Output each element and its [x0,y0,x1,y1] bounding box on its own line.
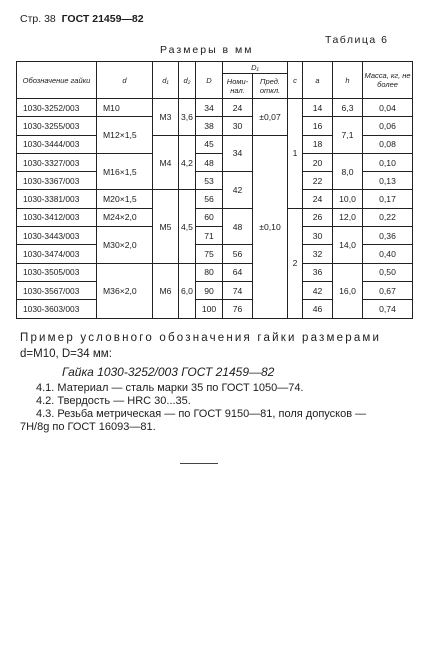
col-D1-tol: Пред. откл. [253,74,288,99]
cell-mass: 0,17 [363,190,413,208]
table-row [17,153,413,171]
cell-D: 34 [196,99,223,117]
clause-4-2: 4.2. Твердость — HRC 30...35. [36,395,191,407]
cell-D1: 30 [223,117,253,135]
cell-D1: 76 [223,300,253,318]
cell-designation: 1030-3603/003 [17,300,97,318]
cell-designation: 1030-3567/003 [17,281,97,299]
cell-D1: 56 [223,245,253,263]
cell-D1: 48 [223,208,253,245]
cell-mass: 0,36 [363,227,413,245]
cell-d1: M4 [153,135,179,190]
clause-4-3-cont: 7H/8g по ГОСТ 16093—81. [20,421,156,433]
cell-a: 22 [303,172,333,190]
cell-D1: 74 [223,281,253,299]
cell-d: M16×1,5 [97,153,153,190]
cell-D: 48 [196,153,223,171]
cell-mass: 0,10 [363,153,413,171]
cell-mass: 0,13 [363,172,413,190]
cell-designation: 1030-3381/003 [17,190,97,208]
cell-d2: 4,5 [179,190,196,263]
cell-a: 24 [303,190,333,208]
cell-a: 18 [303,135,333,153]
cell-mass: 0,74 [363,300,413,318]
cell-D1-tol: ±0,07 [253,99,288,136]
example-designation: Гайка 1030-3252/003 ГОСТ 21459—82 [62,365,275,379]
cell-d: M10 [97,99,153,117]
cell-designation: 1030-3252/003 [17,99,97,117]
col-designation: Обозначение гайки [17,62,97,99]
cell-D: 45 [196,135,223,153]
cell-D1: 42 [223,172,253,209]
cell-D1: 64 [223,263,253,281]
cell-D1: 24 [223,99,253,117]
cell-D: 56 [196,190,223,208]
col-d1: d₁ [153,62,179,99]
cell-mass: 0,22 [363,208,413,226]
cell-designation: 1030-3505/003 [17,263,97,281]
page-header [20,13,144,25]
cell-D: 38 [196,117,223,135]
standard-number: ГОСТ 21459—82 [61,13,144,25]
cell-mass: 0,40 [363,245,413,263]
cell-d: M20×1,5 [97,190,153,208]
cell-designation: 1030-3474/003 [17,245,97,263]
cell-d2: 3,6 [179,99,196,136]
table-row [17,208,413,226]
cell-D: 100 [196,300,223,318]
col-c: c [288,62,303,99]
table-number: Таблица 6 [325,34,389,46]
table-caption: Размеры в мм [160,44,254,56]
cell-h: 16,0 [333,263,363,318]
dimensions-table [16,61,413,319]
cell-designation: 1030-3412/003 [17,208,97,226]
cell-a: 32 [303,245,333,263]
example-line-2: d=M10, D=34 мм: [20,348,112,360]
cell-a: 36 [303,263,333,281]
cell-designation: 1030-3444/003 [17,135,97,153]
col-D1-nom: Номи-нал. [223,74,253,99]
cell-d1: M6 [153,263,179,318]
cell-d: M30×2,0 [97,227,153,264]
table-row [17,190,413,208]
cell-h: 12,0 [333,208,363,226]
cell-h: 7,1 [333,117,363,154]
example-paragraph [20,330,415,362]
cell-h: 8,0 [333,153,363,190]
cell-mass: 0,08 [363,135,413,153]
cell-a: 46 [303,300,333,318]
cell-a: 16 [303,117,333,135]
cell-d: M36×2,0 [97,263,153,318]
clause-4-1: 4.1. Материал — сталь марки 35 по ГОСТ 1050—74. [36,382,304,394]
col-mass: Масса, кг, не более [363,62,413,99]
cell-D: 75 [196,245,223,263]
cell-designation: 1030-3443/003 [17,227,97,245]
cell-a: 42 [303,281,333,299]
cell-D: 80 [196,263,223,281]
cell-h: 10,0 [333,190,363,208]
cell-designation: 1030-3327/003 [17,153,97,171]
cell-D: 53 [196,172,223,190]
table-row [17,263,413,281]
cell-mass: 0,04 [363,99,413,117]
col-d2: d₂ [179,62,196,99]
cell-h: 14,0 [333,227,363,264]
cell-c: 1 [288,99,303,209]
cell-h: 6,3 [333,99,363,117]
col-a: a [303,62,333,99]
col-d: d [97,62,153,99]
cell-mass: 0,50 [363,263,413,281]
cell-a: 30 [303,227,333,245]
cell-mass: 0,67 [363,281,413,299]
cell-designation: 1030-3367/003 [17,172,97,190]
col-h: h [333,62,363,99]
cell-a: 26 [303,208,333,226]
cell-a: 20 [303,153,333,171]
cell-D: 90 [196,281,223,299]
cell-D1-tol: ±0,10 [253,135,288,318]
cell-D1: 34 [223,135,253,172]
page-number: Стр. 38 [20,13,56,25]
cell-a: 14 [303,99,333,117]
cell-d1: M5 [153,190,179,263]
end-divider [180,463,218,464]
col-D: D [196,62,223,99]
cell-d: M12×1,5 [97,117,153,154]
cell-d: M24×2,0 [97,208,153,226]
cell-D: 60 [196,208,223,226]
cell-d1: M3 [153,99,179,136]
cell-mass: 0,06 [363,117,413,135]
cell-d2: 6,0 [179,263,196,318]
cell-c: 2 [288,208,303,318]
table-row [17,117,413,135]
table-row [17,99,413,117]
table-row [17,227,413,245]
cell-d2: 4,2 [179,135,196,190]
example-line-1: Пример условного обозначения гайки размерами [20,332,382,344]
clause-4-3: 4.3. Резьба метрическая — по ГОСТ 9150—81, поля допусков — [36,408,367,420]
cell-D: 71 [196,227,223,245]
col-D1: D₁ [223,62,288,74]
cell-designation: 1030-3255/003 [17,117,97,135]
